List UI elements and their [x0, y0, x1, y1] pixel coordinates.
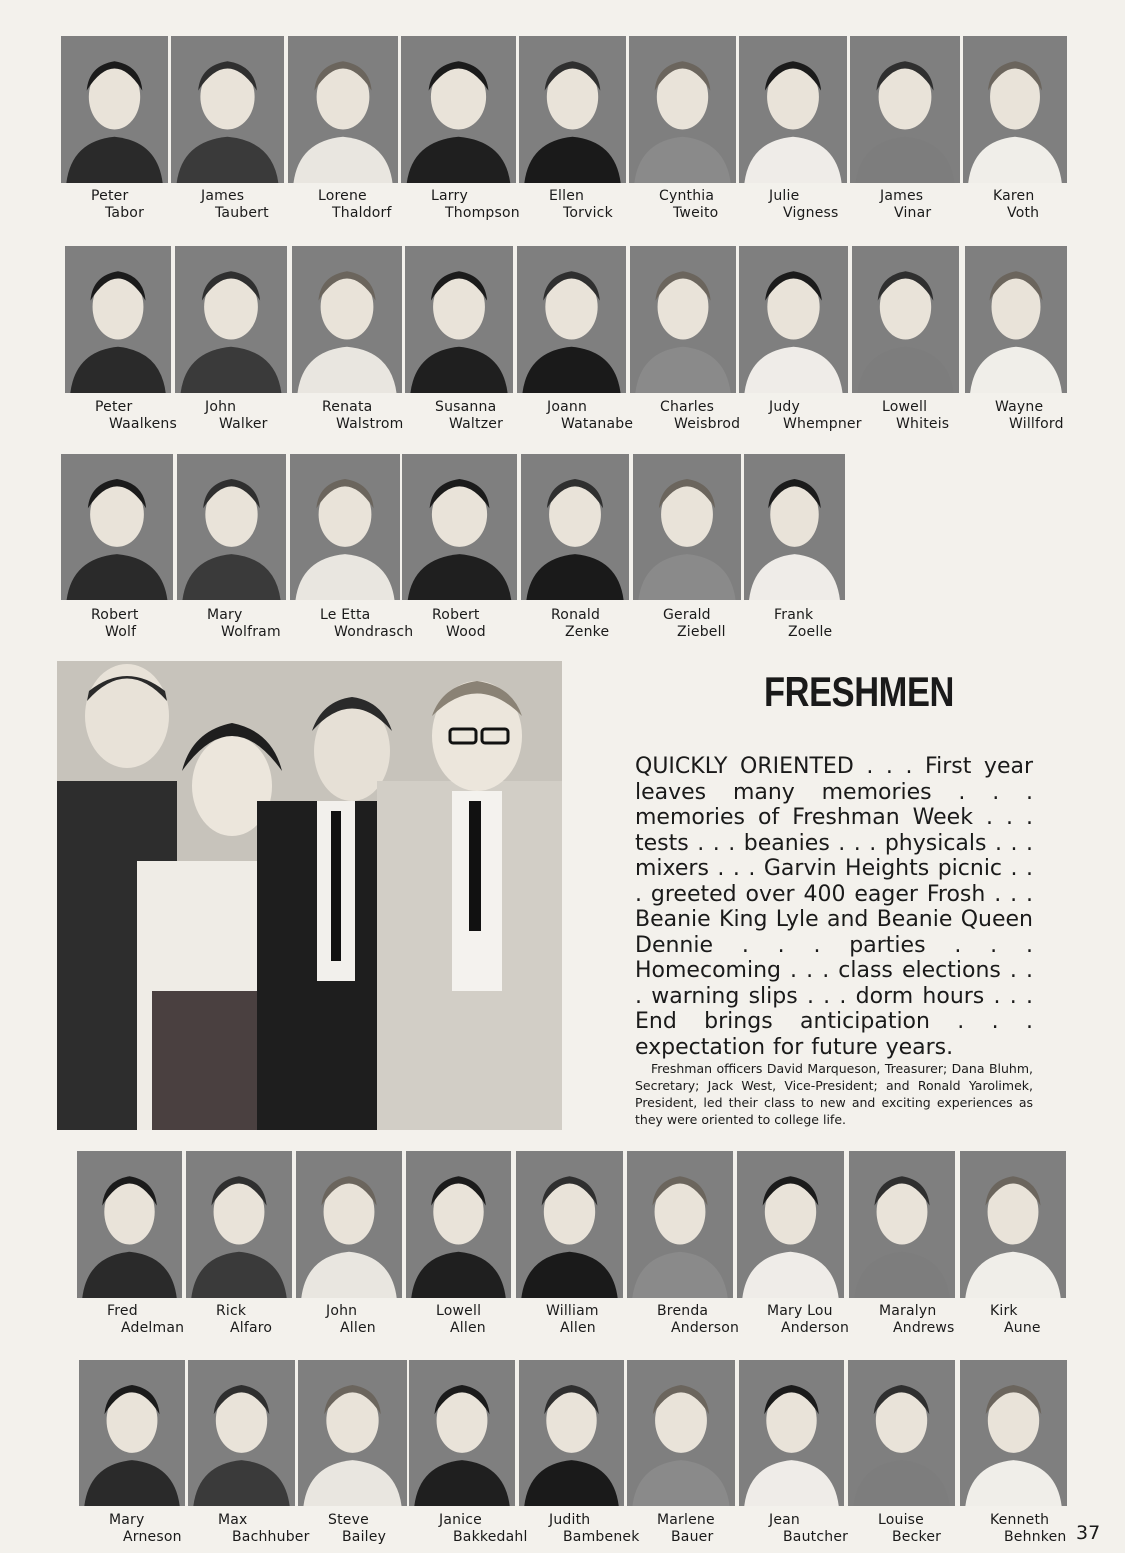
student-first-name: Lorene [318, 188, 367, 204]
student-last-name: Bachhuber [232, 1529, 310, 1545]
student-portrait [296, 1151, 402, 1298]
student-name-caption [218, 1512, 310, 1546]
student-name-caption [91, 607, 139, 641]
student-last-name: Behnken [1004, 1529, 1067, 1545]
class-officers-group-photo [57, 661, 562, 1130]
student-portrait [290, 454, 400, 600]
student-portrait [401, 36, 516, 183]
student-last-name: Wolf [105, 624, 137, 640]
student-name-caption [774, 607, 832, 641]
student-last-name: Bambenek [563, 1529, 640, 1545]
student-last-name: Tabor [105, 205, 145, 221]
student-first-name: Judith [549, 1512, 591, 1528]
student-name-caption [549, 1512, 640, 1546]
student-first-name: Joann [547, 399, 588, 415]
student-last-name: Adelman [121, 1320, 185, 1336]
student-portrait [61, 36, 168, 183]
student-portrait [292, 246, 402, 393]
student-first-name: Kenneth [990, 1512, 1050, 1528]
student-first-name: James [201, 188, 245, 204]
student-last-name: Zenke [565, 624, 610, 640]
student-portrait [739, 246, 848, 393]
student-first-name: Fred [107, 1303, 138, 1319]
student-portrait [739, 36, 847, 183]
student-last-name: Whiteis [896, 416, 950, 432]
student-last-name: Thaldorf [332, 205, 392, 221]
student-first-name: Renata [322, 399, 373, 415]
student-first-name: Lowell [882, 399, 928, 415]
student-name-caption [880, 188, 931, 222]
section-intro-text: QUICKLY ORIENTED . . . First year leaves many memories . . . memories of Freshman Week . . . tests . . . beanies . . . physicals . . . mixers . . . Garvin Heights picnic . . . greeted over 400 eager Frosh . . . Beanie King Lyle and Beanie Queen Dennie . . . parties . . . Homecoming . . . class elections . . . warning slips . . . dorm hours . . . End brings anticipation . . . expectation for future years. [635, 754, 1033, 1060]
student-portrait [409, 1360, 515, 1506]
group-photo-illustration [57, 661, 562, 1130]
student-portrait [405, 246, 513, 393]
student-name-caption [95, 399, 177, 433]
student-first-name: Frank [774, 607, 814, 623]
student-last-name: Becker [892, 1529, 942, 1545]
student-portrait [630, 246, 736, 393]
student-last-name: Waalkens [109, 416, 177, 432]
student-last-name: Bauer [671, 1529, 714, 1545]
student-name-caption [990, 1512, 1066, 1546]
student-last-name: Waltzer [449, 416, 504, 432]
student-first-name: Lowell [436, 1303, 482, 1319]
student-portrait [79, 1360, 185, 1506]
student-first-name: Mary Lou [767, 1303, 833, 1319]
student-portrait [737, 1151, 844, 1298]
student-portrait [521, 454, 629, 600]
student-last-name: Voth [1007, 205, 1040, 221]
student-first-name: Steve [328, 1512, 369, 1528]
student-name-caption [328, 1512, 386, 1546]
student-portrait [177, 454, 286, 600]
student-portrait [188, 1360, 295, 1506]
student-last-name: Willford [1009, 416, 1064, 432]
student-first-name: Charles [660, 399, 715, 415]
student-portrait [739, 1360, 844, 1506]
student-portrait [519, 36, 626, 183]
student-first-name: Kirk [990, 1303, 1018, 1319]
student-first-name: Mary [109, 1512, 145, 1528]
student-portrait [77, 1151, 182, 1298]
student-portrait [965, 246, 1067, 393]
student-name-caption [201, 188, 269, 222]
student-portrait [849, 1151, 955, 1298]
student-name-caption [216, 1303, 272, 1337]
student-last-name: Andrews [893, 1320, 955, 1336]
student-first-name: Louise [878, 1512, 924, 1528]
student-name-caption [547, 399, 633, 433]
student-first-name: Larry [431, 188, 468, 204]
student-name-caption [549, 188, 613, 222]
student-last-name: Allen [560, 1320, 596, 1336]
student-portrait [402, 454, 517, 600]
student-first-name: Julie [769, 188, 800, 204]
student-name-caption [767, 1303, 849, 1337]
student-first-name: Jean [769, 1512, 800, 1528]
student-last-name: Tweito [673, 205, 719, 221]
student-name-caption [882, 399, 949, 433]
student-name-caption [432, 607, 486, 641]
student-last-name: Arneson [123, 1529, 182, 1545]
student-portrait [186, 1151, 292, 1298]
student-first-name: Max [218, 1512, 248, 1528]
student-name-caption [663, 607, 726, 641]
student-last-name: Whempner [783, 416, 862, 432]
student-name-caption [320, 607, 413, 641]
student-first-name: Ronald [551, 607, 601, 623]
student-first-name: Cynthia [659, 188, 715, 204]
student-last-name: Watanabe [561, 416, 634, 432]
student-last-name: Zoelle [788, 624, 833, 640]
student-last-name: Anderson [671, 1320, 740, 1336]
student-name-caption [436, 1303, 486, 1337]
student-name-caption [769, 1512, 848, 1546]
student-portrait [963, 36, 1067, 183]
student-last-name: Ziebell [677, 624, 726, 640]
student-name-caption [551, 607, 609, 641]
student-last-name: Aune [1004, 1320, 1041, 1336]
student-first-name: John [205, 399, 237, 415]
student-portrait [848, 1360, 955, 1506]
student-first-name: Marlene [657, 1512, 715, 1528]
student-last-name: Wondrasch [334, 624, 414, 640]
student-first-name: Gerald [663, 607, 711, 623]
student-first-name: Peter [91, 188, 129, 204]
student-name-caption [107, 1303, 184, 1337]
student-first-name: Karen [993, 188, 1035, 204]
student-name-caption [657, 1303, 739, 1337]
student-name-caption [318, 188, 392, 222]
student-last-name: Alfaro [230, 1320, 273, 1336]
student-last-name: Allen [450, 1320, 486, 1336]
student-first-name: Ellen [549, 188, 585, 204]
student-last-name: Wolfram [221, 624, 281, 640]
student-portrait [960, 1151, 1066, 1298]
section-title: FRESHMEN [764, 668, 954, 715]
student-portrait [744, 454, 845, 600]
student-last-name: Wood [446, 624, 486, 640]
student-portrait [627, 1360, 735, 1506]
student-first-name: Brenda [657, 1303, 709, 1319]
student-first-name: Mary [207, 607, 243, 623]
student-name-caption [769, 399, 862, 433]
student-portrait [65, 246, 171, 393]
student-last-name: Weisbrod [674, 416, 741, 432]
officers-photo-caption: Freshman officers David Marqueson, Treasurer; Dana Bluhm, Secretary; Jack West, Vice-President; and Ronald Yarolimek, President, led their class to new and exciting experiences as they were oriented to college life. [635, 1061, 1033, 1127]
student-portrait [850, 36, 960, 183]
student-name-caption [993, 188, 1039, 222]
student-portrait [298, 1360, 407, 1506]
student-name-caption [431, 188, 520, 222]
student-name-caption [91, 188, 144, 222]
student-name-caption [322, 399, 403, 433]
student-last-name: Taubert [215, 205, 269, 221]
student-portrait [517, 246, 626, 393]
student-name-caption [990, 1303, 1041, 1337]
student-first-name: Janice [439, 1512, 482, 1528]
student-last-name: Anderson [781, 1320, 850, 1336]
student-last-name: Bakkedahl [453, 1529, 528, 1545]
student-portrait [852, 246, 959, 393]
student-portrait [960, 1360, 1067, 1506]
student-portrait [61, 454, 173, 600]
student-portrait [627, 1151, 733, 1298]
student-first-name: Wayne [995, 399, 1044, 415]
student-first-name: Robert [432, 607, 480, 623]
student-portrait [288, 36, 398, 183]
student-first-name: John [326, 1303, 358, 1319]
student-last-name: Torvick [563, 205, 613, 221]
student-last-name: Thompson [445, 205, 520, 221]
student-portrait [516, 1151, 623, 1298]
student-name-caption [769, 188, 839, 222]
student-last-name: Vigness [783, 205, 839, 221]
student-first-name: Susanna [435, 399, 497, 415]
student-name-caption [660, 399, 740, 433]
student-portrait [633, 454, 741, 600]
student-first-name: William [546, 1303, 599, 1319]
student-last-name: Allen [340, 1320, 376, 1336]
student-last-name: Walker [219, 416, 268, 432]
student-name-caption [109, 1512, 182, 1546]
student-first-name: Le Etta [320, 607, 371, 623]
student-portrait [406, 1151, 511, 1298]
student-first-name: Rick [216, 1303, 247, 1319]
student-name-caption [435, 399, 503, 433]
student-portrait [629, 36, 736, 183]
student-name-caption [546, 1303, 599, 1337]
student-portrait [519, 1360, 624, 1506]
student-portrait [171, 36, 284, 183]
student-last-name: Vinar [894, 205, 932, 221]
student-name-caption [207, 607, 281, 641]
student-name-caption [879, 1303, 955, 1337]
student-last-name: Walstrom [336, 416, 404, 432]
student-last-name: Bautcher [783, 1529, 849, 1545]
student-portrait [175, 246, 287, 393]
student-name-caption [659, 188, 718, 222]
student-name-caption [326, 1303, 376, 1337]
student-last-name: Bailey [342, 1529, 387, 1545]
student-first-name: Maralyn [879, 1303, 937, 1319]
student-first-name: Judy [769, 399, 800, 415]
student-first-name: Robert [91, 607, 139, 623]
student-name-caption [995, 399, 1064, 433]
student-first-name: James [880, 188, 924, 204]
student-name-caption [439, 1512, 528, 1546]
student-first-name: Peter [95, 399, 133, 415]
student-name-caption [657, 1512, 715, 1546]
student-name-caption [878, 1512, 941, 1546]
student-name-caption [205, 399, 268, 433]
page-number: 37 [1076, 1522, 1101, 1544]
